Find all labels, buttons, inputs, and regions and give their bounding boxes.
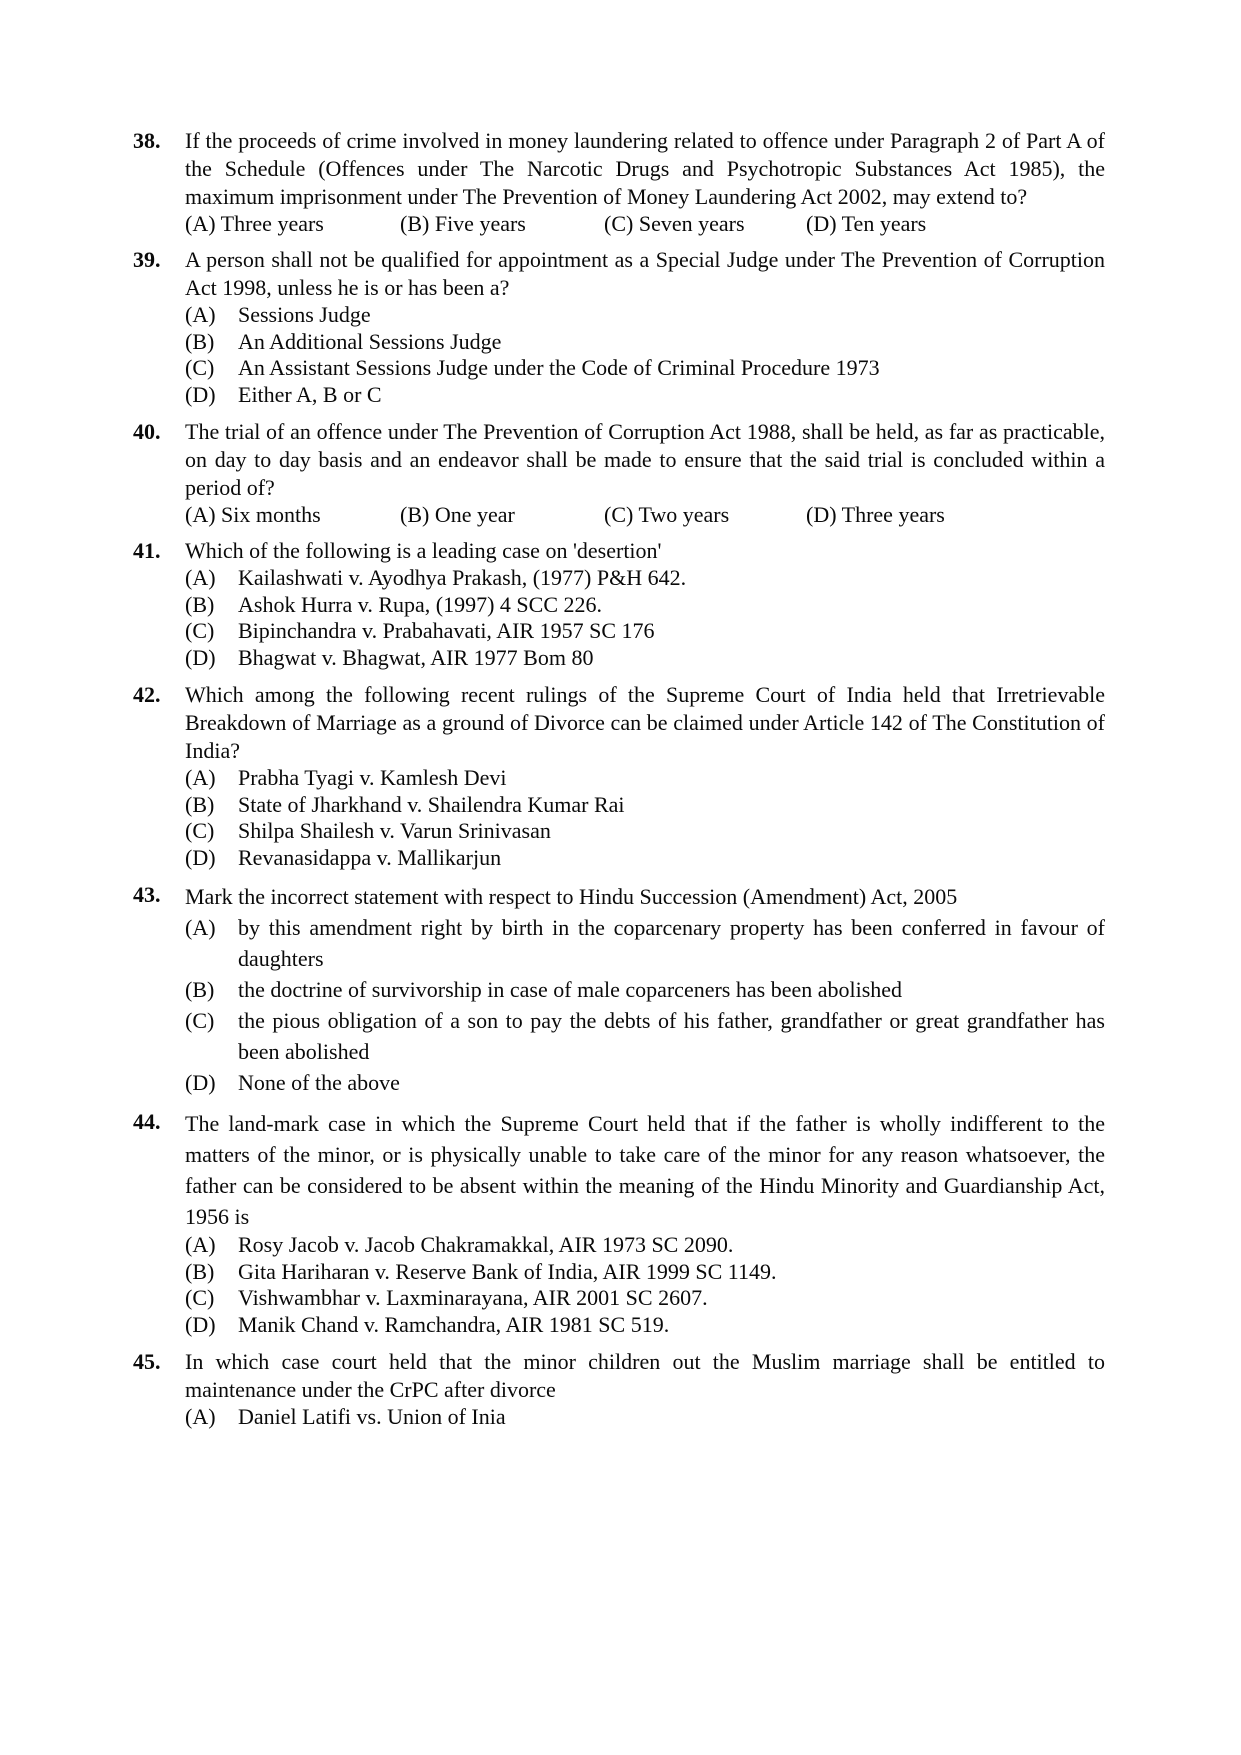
option-label: (B): [400, 211, 430, 236]
option-text: Seven years: [638, 211, 745, 236]
option-label: (C): [604, 211, 634, 236]
option-text: Shilpa Shailesh v. Varun Srinivasan: [238, 818, 551, 843]
option-d: [185, 645, 1105, 672]
option-label: (C): [604, 502, 634, 527]
question-42: [133, 681, 1105, 871]
option-b: [400, 211, 604, 236]
option-a: [185, 211, 400, 236]
option-d: [185, 382, 1105, 409]
option-c: [185, 1005, 1105, 1067]
option-text: An Assistant Sessions Judge under the Code of Criminal Procedure 1973: [238, 355, 880, 380]
question-number: 44.: [133, 1109, 161, 1134]
option-label: (A): [185, 211, 216, 236]
option-label: (D): [806, 502, 837, 527]
option-text: Three years: [220, 211, 324, 236]
option-label: (D): [185, 644, 216, 670]
option-text: An Additional Sessions Judge: [238, 328, 502, 354]
option-label: (A): [185, 765, 216, 790]
options-list: [185, 912, 1105, 1098]
option-a: [185, 1404, 1105, 1431]
question-body: [185, 418, 1105, 527]
option-label: (B): [400, 502, 430, 527]
question-body: [185, 246, 1105, 408]
option-b: [185, 1259, 1105, 1286]
option-d: [806, 502, 1105, 527]
question-44: [133, 1108, 1105, 1338]
option-text: Daniel Latifi vs. Union of Inia: [238, 1404, 506, 1429]
options-list: [185, 1404, 1105, 1431]
option-d: [185, 1067, 1105, 1098]
option-text: None of the above: [238, 1070, 400, 1095]
option-c: [604, 502, 806, 527]
option-text: Revanasidappa v. Mallikarjun: [238, 844, 502, 870]
question-text: Which of the following is a leading case on 'desertion': [185, 538, 662, 563]
option-label: (A): [185, 565, 216, 590]
question-45: [133, 1348, 1105, 1431]
option-label: (A): [185, 1404, 216, 1429]
option-c: [185, 618, 1105, 645]
option-text: Five years: [434, 211, 526, 236]
question-39: [133, 246, 1105, 408]
question-number: 41.: [133, 538, 161, 563]
option-a: [185, 1232, 1105, 1259]
option-label: (D): [185, 1070, 216, 1095]
option-text: Six months: [221, 502, 321, 527]
question-text: Which among the following recent rulings of the Supreme Court of India held that Irretrievable Breakdown of Marriage as a ground of Divorce can be claimed under Article 142 of The Constitution of India?: [185, 682, 1105, 763]
option-text: Either A, B or C: [238, 381, 382, 407]
option-text: Ashok Hurra v. Rupa, (1997) 4 SCC 226.: [238, 591, 602, 617]
option-text: Two years: [638, 502, 730, 527]
option-a: [185, 765, 1105, 792]
option-c: [185, 1285, 1105, 1312]
question-40: [133, 418, 1105, 527]
question-41: [133, 537, 1105, 671]
option-label: (C): [185, 1008, 215, 1033]
question-number: 39.: [133, 247, 161, 272]
option-label: (B): [185, 977, 215, 1002]
question-body: [185, 537, 1105, 671]
option-c: [604, 211, 806, 236]
question-number: 42.: [133, 682, 161, 707]
option-label: (B): [185, 328, 215, 354]
option-text: State of Jharkhand v. Shailendra Kumar Rai: [238, 791, 625, 817]
question-text: In which case court held that the minor children out the Muslim marriage shall be entitled to maintenance under the CrPC after divorce: [185, 1349, 1105, 1402]
option-text: Rosy Jacob v. Jacob Chakramakkal, AIR 1973 SC 2090.: [238, 1232, 734, 1257]
option-label: (A): [185, 915, 216, 940]
options-list: [185, 565, 1105, 671]
options-list: [185, 302, 1105, 408]
option-text: Prabha Tyagi v. Kamlesh Devi: [238, 765, 507, 790]
option-text: Vishwambhar v. Laxminarayana, AIR 2001 SC 2607.: [238, 1285, 708, 1310]
option-text: One year: [434, 502, 515, 527]
option-d: [185, 1312, 1105, 1339]
option-a: [185, 912, 1105, 974]
option-label: (D): [806, 211, 837, 236]
option-label: (D): [185, 381, 216, 407]
option-text: Manik Chand v. Ramchandra, AIR 1981 SC 519.: [238, 1311, 670, 1337]
question-body: [185, 127, 1105, 236]
question-body: [185, 881, 1105, 1098]
option-b: [185, 592, 1105, 619]
option-label: (D): [185, 844, 216, 870]
option-a: [185, 302, 1105, 329]
option-label: (C): [185, 355, 215, 380]
question-text: Mark the incorrect statement with respect to Hindu Succession (Amendment) Act, 2005: [185, 884, 958, 909]
option-label: (D): [185, 1311, 216, 1337]
option-text: Bipinchandra v. Prabahavati, AIR 1957 SC 176: [238, 618, 655, 643]
option-text: by this amendment right by birth in the coparcenary property has been conferred in favour of daughters: [238, 915, 1105, 971]
option-label: (A): [185, 1232, 216, 1257]
question-text: The land-mark case in which the Supreme Court held that if the father is wholly indifferent to the matters of the minor, or is physically unable to take care of the minor for any reason whatsoever, the father can be considered to be absent within the meaning of the Hindu Minority and Guardianship Act, 1956 is: [185, 1111, 1105, 1229]
options-list: [185, 1232, 1105, 1338]
option-label: (C): [185, 618, 215, 643]
option-label: (A): [185, 502, 216, 527]
option-label: (C): [185, 818, 215, 843]
question-43: [133, 881, 1105, 1098]
option-d: [806, 211, 1105, 236]
question-text: A person shall not be qualified for appointment as a Special Judge under The Prevention of Corruption Act 1998, unless he is or has been a?: [185, 247, 1105, 300]
option-label: (B): [185, 591, 215, 617]
option-d: [185, 845, 1105, 872]
options-row: [185, 211, 1105, 236]
question-body: [185, 681, 1105, 871]
option-text: the pious obligation of a son to pay the debts of his father, grandfather or great grandfather has been abolished: [238, 1008, 1105, 1064]
option-text: Kailashwati v. Ayodhya Prakash, (1977) P&H 642.: [238, 565, 687, 590]
question-number: 45.: [133, 1349, 161, 1374]
question-body: [185, 1348, 1105, 1431]
option-label: (A): [185, 302, 216, 327]
option-label: (B): [185, 1258, 215, 1284]
question-number: 40.: [133, 419, 161, 444]
question-number: 38.: [133, 128, 161, 153]
question-body: [185, 1108, 1105, 1338]
option-label: (C): [185, 1285, 215, 1310]
option-a: [185, 565, 1105, 592]
option-text: Gita Hariharan v. Reserve Bank of India, AIR 1999 SC 1149.: [238, 1258, 777, 1284]
option-label: (B): [185, 791, 215, 817]
option-text: Bhagwat v. Bhagwat, AIR 1977 Bom 80: [238, 644, 594, 670]
option-b: [185, 329, 1105, 356]
option-c: [185, 355, 1105, 382]
option-b: [185, 792, 1105, 819]
options-list: [185, 765, 1105, 871]
question-text: The trial of an offence under The Prevention of Corruption Act 1988, shall be held, as far as practicable, on day to day basis and an endeavor shall be made to ensure that the said trial is concluded within a period of?: [185, 419, 1105, 500]
option-b: [400, 502, 604, 527]
option-text: the doctrine of survivorship in case of male coparceners has been abolished: [238, 977, 903, 1002]
option-text: Three years: [841, 502, 945, 527]
option-text: Sessions Judge: [238, 302, 371, 327]
option-a: [185, 502, 400, 527]
options-row: [185, 502, 1105, 527]
option-b: [185, 974, 1105, 1005]
question-38: [133, 127, 1105, 236]
option-text: Ten years: [841, 211, 927, 236]
question-text: If the proceeds of crime involved in money laundering related to offence under Paragraph 2 of Part A of the Schedule (Offences under The Narcotic Drugs and Psychotropic Substances Act 1985), the maximum imprisonment under The Prevention of Money Laundering Act 2002, may extend to?: [185, 128, 1105, 209]
option-c: [185, 818, 1105, 845]
question-number: 43.: [133, 882, 161, 907]
